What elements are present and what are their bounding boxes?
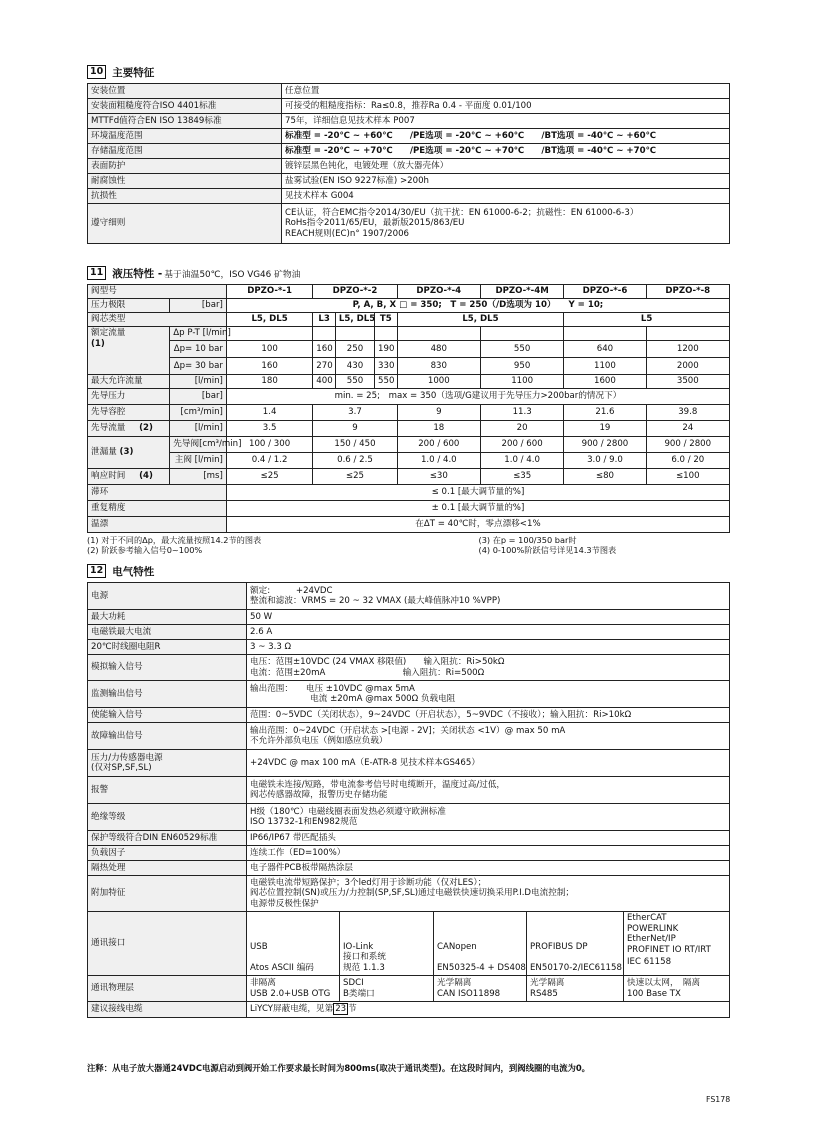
table-row	[88, 976, 730, 1002]
row-value	[247, 723, 730, 750]
row-unit: [bar]	[170, 299, 227, 313]
row-label	[88, 437, 170, 469]
cell: 0.4 / 1.2	[226, 453, 312, 469]
value-line: 输出范围：0~24VDC（开启状态 >[电源 - 2V]；关闭状态 <1V）@ max 50 mA	[250, 725, 566, 736]
row-unit: [ms]	[170, 469, 227, 485]
cell: 1100	[480, 375, 563, 389]
cell: ≤100	[646, 469, 729, 485]
cell: ≤25	[226, 469, 312, 485]
section-number: 10	[87, 65, 106, 79]
value-line: 额定: +24VDC	[250, 585, 333, 596]
row-unit: Δp P-T [l/min]	[170, 327, 227, 341]
label-line: 压力/力传感器电源	[91, 752, 163, 763]
table-row	[88, 375, 730, 389]
cell: 550	[335, 375, 374, 389]
phys-line: B类端口	[343, 988, 375, 999]
label-text: 泄漏量	[91, 447, 117, 458]
row-label	[88, 421, 170, 437]
cell: 270	[313, 358, 336, 375]
table-row	[88, 681, 730, 708]
cell: ≤25	[313, 469, 397, 485]
cell	[397, 327, 480, 341]
row-label: 最大允许流量	[88, 375, 170, 389]
row-value: 标准型 = -20℃ ~ +60℃ /PE选项 = -20℃ ~ +60℃ /BT选项 = -40℃ ~ +60℃	[282, 129, 730, 144]
row-label: 阀芯类型	[88, 313, 227, 327]
comm-spec: EN50170-2/IEC61158	[530, 962, 622, 973]
cell: 1.0 / 4.0	[480, 453, 563, 469]
cell: 550	[375, 375, 398, 389]
cell: T5	[375, 313, 398, 327]
table-row	[88, 846, 730, 861]
table-row	[88, 299, 730, 313]
row-value: 2.6 A	[247, 625, 730, 640]
row-value: 3 ~ 3.3 Ω	[247, 640, 730, 655]
row-value: 电子器件PCB板带隔热涂层	[247, 861, 730, 876]
section-12-header	[87, 563, 730, 579]
row-label: 环境温度范围	[88, 129, 282, 144]
value-line: 阀芯传感器故障，报警历史存储功能	[250, 790, 388, 800]
phys-line: 光学隔离	[530, 978, 565, 988]
comm-spec: Atos ASCII 编码	[250, 962, 314, 973]
cell: 950	[480, 358, 563, 375]
table-row	[88, 358, 730, 375]
row-label: 安装面粗糙度符合ISO 4401标准	[88, 99, 282, 114]
row-value: IP66/IP67 带匹配插头	[247, 831, 730, 846]
value-line: H级（180℃）电磁线圈表面发热必须遵守欧洲标准	[250, 806, 446, 817]
row-label: 使能输入信号	[88, 708, 247, 723]
section-11-header	[87, 265, 730, 281]
table-row	[88, 517, 730, 533]
phys-line: 100 Base TX	[627, 988, 681, 999]
cell: 640	[564, 341, 646, 358]
row-unit: [l/min]	[170, 421, 227, 437]
cell: 1100	[564, 358, 646, 375]
row-label	[88, 750, 247, 777]
cell: L5, DL5	[397, 313, 564, 327]
footer-note: 注释：从电子放大器通24VDC电源启动到阀开始工作要求最长时间为800ms(取决于通讯类型)。在这段时间内，到阀线圈的电流为0。	[87, 1063, 591, 1073]
table-row	[88, 389, 730, 405]
phys-line: 非隔离	[250, 978, 276, 988]
footnote: (1) 对于不同的Δp，最大流量按照14.2节的图表	[87, 535, 262, 545]
row-value: 盐雾试验(EN ISO 9227标准) >200h	[282, 174, 730, 189]
table-row	[88, 485, 730, 501]
value-line: 电流：范围±20mA 输入阻抗：Ri=500Ω	[250, 667, 485, 678]
cell: 900 / 2800	[564, 437, 646, 453]
row-label: 绝缘等级	[88, 804, 247, 831]
cell: 900 / 2800	[646, 437, 729, 453]
header-cell: DPZO-*-2	[313, 285, 397, 299]
value-line: ISO 13732-1和EN982规范	[250, 817, 358, 827]
row-value	[247, 804, 730, 831]
cell: 9	[313, 421, 397, 437]
row-label: 报警	[88, 777, 247, 804]
cell: L5, DL5	[335, 313, 374, 327]
footnote-ref: (3)	[119, 447, 134, 458]
cell: ≤80	[564, 469, 646, 485]
phys-cell	[340, 976, 434, 1002]
row-value: 连续工作（ED=100%）	[247, 846, 730, 861]
cell: 100	[226, 341, 312, 358]
comm-name: PROFINET IO RT/IRT	[627, 944, 711, 955]
phys-cell	[247, 976, 340, 1002]
row-value	[247, 1002, 730, 1018]
row-label: 存储温度范围	[88, 144, 282, 159]
comm-spec: EN50325-4 + DS408	[437, 962, 526, 973]
flow-label: 额定流量	[91, 328, 126, 338]
header-cell: DPZO-*-4	[397, 285, 480, 299]
row-label: 最大功耗	[88, 610, 247, 625]
comm-canopen	[434, 912, 527, 976]
table-row	[88, 129, 730, 144]
row-value: 标准型 = -20℃ ~ +70℃ /PE选项 = -20℃ ~ +70℃ /BT选项 = -40℃ ~ +70℃	[282, 144, 730, 159]
header-cell: DPZO-*-4M	[480, 285, 563, 299]
compliance-line: CE认证，符合EMC指令2014/30/EU（抗干扰：EN 61000-6-2；抗磁性：EN 61000-6-3）	[285, 207, 639, 218]
row-label: 通讯物理层	[88, 976, 247, 1002]
table-row	[88, 876, 730, 912]
value-line: 阀芯位置控制(SN)或压力/力控制(SP,SF,SL)通过电磁铁快速切换采用P.I.D电流控制；	[250, 888, 575, 899]
value-line: 电压：范围±10VDC (24 VMAX 移限值) 输入阻抗：Ri>50kΩ	[250, 657, 505, 667]
cell: 3.0 / 9.0	[564, 453, 646, 469]
cell: 330	[375, 358, 398, 375]
table-row	[88, 831, 730, 846]
row-label: 附加特征	[88, 876, 247, 912]
table-row	[88, 750, 730, 777]
row-value: +24VDC @ max 100 mA（E-ATR-8 见技术样本GS465）	[247, 750, 730, 777]
table-row	[88, 313, 730, 327]
row-label: 遵守细则	[88, 204, 282, 244]
row-label: 先导容腔	[88, 405, 170, 421]
table-row	[88, 912, 730, 976]
row-label: 先导压力	[88, 389, 170, 405]
table-row	[88, 804, 730, 831]
row-label: 重复精度	[88, 501, 227, 517]
phys-line: CAN ISO11898	[437, 988, 501, 999]
comm-iolink	[340, 912, 434, 976]
cell: 1000	[397, 375, 480, 389]
comm-spec: 规范 1.1.3	[343, 962, 385, 973]
cell: ≤35	[480, 469, 563, 485]
cell: 1600	[564, 375, 646, 389]
table-row	[88, 453, 730, 469]
value-line: 电磁铁电流带短路保护；3个led灯用于诊断功能（仅对LES）；	[250, 877, 487, 888]
table-row	[88, 610, 730, 625]
table-row	[88, 421, 730, 437]
row-unit: Δp= 30 bar	[170, 358, 227, 375]
section-title: 主要特征	[112, 66, 155, 79]
phys-line: RS485	[530, 988, 558, 999]
table-row	[88, 501, 730, 517]
comm-spec: 接口和系统	[343, 952, 386, 962]
row-unit: [cm³/min]	[170, 405, 227, 421]
row-label: 隔热处理	[88, 861, 247, 876]
footnotes	[87, 535, 730, 555]
phys-cell	[527, 976, 624, 1002]
row-label	[88, 327, 170, 375]
row-value	[247, 583, 730, 610]
comm-spec: IEC 61158	[627, 957, 672, 967]
value-line: 电磁铁未连接/短路，带电流参考信号时电缆断开，温度过高/过低，	[250, 779, 506, 790]
comm-name: EtherCAT	[627, 913, 667, 923]
row-label: 抗损性	[88, 189, 282, 204]
row-label: 监测输出信号	[88, 681, 247, 708]
row-label: 电源	[88, 583, 247, 610]
document-page	[87, 64, 730, 1018]
table-row	[88, 204, 730, 244]
electrical-table	[87, 582, 730, 1018]
section-10-header	[87, 64, 730, 80]
row-label: 20℃时线圈电阻R	[88, 640, 247, 655]
cell: 250	[335, 341, 374, 358]
cell: 3500	[646, 375, 729, 389]
cell	[313, 327, 336, 341]
row-label: MTTFd值符合EN ISO 13849标准	[88, 114, 282, 129]
footnote-ref: (4)	[139, 471, 153, 482]
row-value	[282, 204, 730, 244]
phys-line: SDCI	[343, 978, 364, 988]
table-row	[88, 405, 730, 421]
cell: 3.7	[313, 405, 397, 421]
cell: 1.4	[226, 405, 312, 421]
cell: 21.6	[564, 405, 646, 421]
comm-profibus	[527, 912, 624, 976]
footnote-ref: (1)	[91, 338, 105, 349]
table-row	[88, 144, 730, 159]
cell	[646, 327, 729, 341]
table-row	[88, 640, 730, 655]
cell: 150 / 450	[313, 437, 397, 453]
cell: 39.8	[646, 405, 729, 421]
table-row	[88, 437, 730, 453]
cell: 1.0 / 4.0	[397, 453, 480, 469]
table-row	[88, 114, 730, 129]
cell: 200 / 600	[397, 437, 480, 453]
value-line: 不允许外部负电压（例如感应负载）	[250, 736, 388, 746]
cell: 180	[226, 375, 312, 389]
row-label: 建议接线电缆	[88, 1002, 247, 1018]
header-cell: 阀型号	[88, 285, 227, 299]
table-row	[88, 655, 730, 681]
cell	[226, 327, 312, 341]
footnote-ref: (2)	[139, 423, 153, 434]
row-value: 镀锌层黑色钝化，电镀处理（放大器壳体）	[282, 159, 730, 174]
table-row	[88, 189, 730, 204]
table-row	[88, 159, 730, 174]
row-label: 电磁铁最大电流	[88, 625, 247, 640]
cell: 3.5	[226, 421, 312, 437]
cell: 11.3	[480, 405, 563, 421]
row-label: 故障输出信号	[88, 723, 247, 750]
header-cell: DPZO-*-8	[646, 285, 729, 299]
footnote: (2) 阶跃参考输入信号0~100%	[87, 545, 203, 555]
table-row	[88, 174, 730, 189]
label-line: (仅对SP,SF,SL)	[91, 763, 152, 773]
cell: 100 / 300	[226, 437, 312, 453]
cell: 200 / 600	[480, 437, 563, 453]
cell	[480, 327, 563, 341]
cell: 24	[646, 421, 729, 437]
row-label: 安装位置	[88, 84, 282, 99]
cell: 430	[335, 358, 374, 375]
cell: 480	[397, 341, 480, 358]
cell: 830	[397, 358, 480, 375]
cell: 190	[375, 341, 398, 358]
row-value: ± 0.1 [最大调节量的%]	[226, 501, 729, 517]
table-row	[88, 708, 730, 723]
section-ref: 23	[335, 1004, 347, 1015]
compliance-line: RoHs指令2011/65/EU，最新版2015/863/EU	[285, 218, 465, 229]
section-number: 12	[87, 564, 106, 578]
table-row	[88, 84, 730, 99]
value-line: 电流 ±20mA @max 500Ω 负载电阻	[250, 694, 456, 704]
cell: 19	[564, 421, 646, 437]
table-row	[88, 327, 730, 341]
value-line: 整流和滤波：VRMS = 20 ~ 32 VMAX (最大峰值脉冲10 %VPP)	[250, 596, 501, 606]
cell: L5, DL5	[226, 313, 312, 327]
table-row	[88, 861, 730, 876]
cable-suffix: 节	[348, 1004, 357, 1015]
value-line: 输出范围： 电压 ±10VDC @max 5mA	[250, 683, 415, 694]
compliance-line: REACH规则(EC)n° 1907/2006	[285, 228, 410, 239]
table-header-row	[88, 285, 730, 299]
label-text: 响应时间	[91, 471, 126, 482]
cell: 0.6 / 2.5	[313, 453, 397, 469]
cell: 18	[397, 421, 480, 437]
cell: 2000	[646, 358, 729, 375]
table-row	[88, 723, 730, 750]
row-unit: [l/min]	[170, 375, 227, 389]
header-cell: DPZO-*-1	[226, 285, 312, 299]
row-label: 通讯接口	[88, 912, 247, 976]
row-value: 75年，详细信息见技术样本 P007	[282, 114, 730, 129]
row-label: 耐腐蚀性	[88, 174, 282, 189]
cell: L5	[564, 313, 730, 327]
row-label: 负载因子	[88, 846, 247, 861]
row-value: 任意位置	[282, 84, 730, 99]
value-line: 电源带反极性保护	[250, 898, 319, 909]
phys-cell	[434, 976, 527, 1002]
cell	[335, 327, 374, 341]
row-unit: 主阀 [l/min]	[170, 453, 227, 469]
row-value: 50 W	[247, 610, 730, 625]
row-label: 保护等级符合DIN EN60529标准	[88, 831, 247, 846]
cell: L3	[313, 313, 336, 327]
row-label: 压力极限	[88, 299, 170, 313]
row-value: 见技术样本 G004	[282, 189, 730, 204]
table-row	[88, 99, 730, 114]
row-value	[247, 681, 730, 708]
row-unit: 先导阀[cm³/min]	[170, 437, 227, 453]
cell	[564, 327, 646, 341]
footnote: (3) 在p = 100/350 bar时	[478, 535, 577, 545]
cell: 160	[313, 341, 336, 358]
row-unit: Δp= 10 bar	[170, 341, 227, 358]
cell	[375, 327, 398, 341]
section-number: 11	[87, 266, 106, 280]
cell: 9	[397, 405, 480, 421]
header-cell: DPZO-*-6	[564, 285, 646, 299]
cell: 160	[226, 358, 312, 375]
page-number: FS178	[706, 1095, 731, 1104]
row-unit: [bar]	[170, 389, 227, 405]
footnote: (4) 0-100%阶跃信号详见14.3节图表	[478, 545, 617, 555]
row-value: 在ΔT = 40℃时，零点漂移<1%	[226, 517, 729, 533]
row-value: ≤ 0.1 [最大调节量的%]	[226, 485, 729, 501]
section-subtitle: 基于油温50℃，ISO VG46 矿物油	[164, 269, 301, 280]
table-row	[88, 469, 730, 485]
row-value: 可接受的粗糙度指标：Ra≤0.8，推荐Ra 0.4 - 平面度 0.01/100	[282, 99, 730, 114]
table-row	[88, 1002, 730, 1018]
cell: 400	[313, 375, 336, 389]
cable-text: LiYCY屏蔽电缆，见第	[250, 1004, 334, 1015]
row-label: 温漂	[88, 517, 227, 533]
label-text: 先导流量	[91, 423, 126, 434]
table-row	[88, 583, 730, 610]
comm-name: POWERLINK	[627, 923, 679, 934]
row-label: 滞环	[88, 485, 227, 501]
row-label: 模拟输入信号	[88, 655, 247, 681]
row-label: 表面防护	[88, 159, 282, 174]
comm-name: IO-Link	[343, 941, 374, 952]
row-value: min. = 25; max = 350（选项/G建议用于先导压力>200bar的情况下）	[226, 389, 729, 405]
main-features-table	[87, 83, 730, 244]
cell: 6.0 / 20	[646, 453, 729, 469]
table-row	[88, 625, 730, 640]
comm-name: EtherNet/IP	[627, 934, 676, 944]
section-title: 电气特性	[112, 565, 155, 578]
cell: ≤30	[397, 469, 480, 485]
section-title: 液压特性 -	[112, 267, 163, 280]
table-row	[88, 777, 730, 804]
cell: 550	[480, 341, 563, 358]
row-label	[88, 469, 170, 485]
row-value: 范围：0~5VDC（关闭状态），9~24VDC（开启状态），5~9VDC（不接收）；输入阻抗：Ri>10kΩ	[247, 708, 730, 723]
phys-line: 快速以太网， 隔离	[627, 978, 701, 988]
cell: 1200	[646, 341, 729, 358]
comm-name: PROFIBUS DP	[530, 942, 588, 952]
cell: 20	[480, 421, 563, 437]
comm-ethernet	[624, 912, 730, 976]
comm-name: USB	[250, 942, 268, 952]
phys-cell	[624, 976, 730, 1002]
phys-line: USB 2.0+USB OTG	[250, 988, 331, 999]
hydraulic-table	[87, 284, 730, 533]
phys-line: 光学隔离	[437, 978, 472, 988]
row-value: P, A, B, X □ = 350; T = 250（/D选项为 10） Y = 10;	[226, 299, 729, 313]
table-row	[88, 341, 730, 358]
row-value	[247, 777, 730, 804]
comm-name: CANopen	[437, 942, 477, 952]
row-value	[247, 876, 730, 912]
comm-usb	[247, 912, 340, 976]
row-value	[247, 655, 730, 681]
